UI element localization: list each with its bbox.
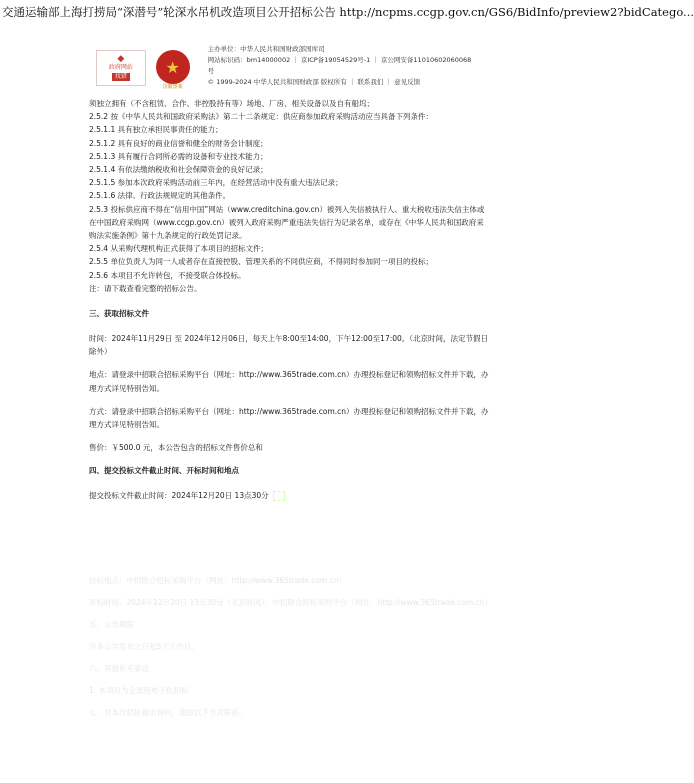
emblem-caption: 国徽图案 <box>162 84 183 90</box>
download-note: 注：请下载查看完整的招标公告。 <box>89 283 202 293</box>
obtain-method: 方式：请登录中招联合招标采购平台（网址：http://www.365trade.com.cn）办理投标登记和领购招标文件并下载，办理方式详见特别告知。 <box>89 406 489 430</box>
credit-requirement-paragraph: 2.5.3 投标供应商不得在“信用中国”网站（www.creditchina.gov.cn）被列入失信被执行人、重大税收违法失信主体或在中国政府采购网（www.ccgp.gov.cn）被列入政府采购严重违法失信行为记录名单，或存在《中华人民共和国政府采购法实施条例》第十九条规定的行政处罚记录。 <box>89 204 485 241</box>
obtain-location: 地点：请登录中招联合招标采购平台（网址：http://www.365trade.com.cn）办理投标登记和领购招标文件并下载，办理方式详见特别告知。 <box>89 370 489 393</box>
faded-line: 七、对本次招标提出询问，请按以下方式联系。 <box>89 708 247 717</box>
site-info <box>208 44 476 88</box>
faded-line: 六、其他补充事宜 <box>89 664 149 673</box>
gov-site-logo[interactable] <box>96 50 146 86</box>
faded-line: 开标时间：2024年12月20日 13点30分（北京时间），中招联合招标采购平台（网址：http://www.365trade.com.cn） <box>89 598 492 607</box>
obtain-time: 时间：2024年11月29日 至 2024年12月06日，每天上午8:00至14:00，下午12:00至17:00。（北京时间，法定节假日除外） <box>89 334 489 357</box>
logo-tag: 找错 <box>112 73 130 81</box>
site-header <box>96 40 476 88</box>
site-info-line: © 1999-2024 中华人民共和国财政部 版权所有 ｜ 联系我们 ｜ 意见反馈 <box>207 78 421 86</box>
page-header-bar: 交通运输部上海打捞局“深潜号”轮深水吊机改造项目公开招标公告 http://ncpms.ccgp.gov.cn/GS6/BidInfo/preview2?bidCatego... <box>2 5 694 19</box>
faded-line: 五、公告期限 <box>89 620 134 629</box>
logo-text: 政府网站 <box>108 64 133 71</box>
submission-deadline <box>89 489 489 502</box>
text-line: 2.5.1.1 具有独立承担民事责任的能力； <box>89 125 223 135</box>
national-emblem <box>146 40 190 90</box>
text-line: 须独立拥有（不含租赁、合作、非控股持有等）场地、厂房、相关设备以及自有船坞； <box>89 99 374 108</box>
site-info-line: 主办单位：中华人民共和国财政部国库司 <box>207 45 325 53</box>
deadline-text: 提交投标文件截止时间：2024年12月20日 13点30分 <box>89 491 269 501</box>
faded-line: 1. 本项目为全流程电子化招标 <box>89 686 189 695</box>
section-4-title: 四、提交投标文件截止时间、开标时间和地点 <box>89 466 239 476</box>
site-info-line: 网站标识码：bm14000002 ｜ 京ICP备19054529号-1 ｜ 京公网安备11010602060068号 <box>207 56 472 75</box>
emblem-icon: ★ <box>156 50 190 84</box>
qr-code-icon <box>273 491 285 501</box>
faded-line: 自本公告发布之日起5个工作日。 <box>89 642 199 651</box>
text-line: 2.5.5 单位负责人为同一人或者存在直接控股、管理关系的不同供应商，不得同时参加同一项目的投标； <box>89 257 433 267</box>
faded-line: 投标地点：中招联合招标采购平台（网址：http://www.365trade.com.cn） <box>89 576 347 585</box>
text-line: 2.5.1.4 有依法缴纳税收和社会保障资金的良好记录； <box>89 165 268 175</box>
text-line: 2.5.4 从采购代理机构正式获得了本项目的招标文件； <box>89 244 268 254</box>
announcement-body <box>89 97 489 503</box>
text-line: 2.5.1.2 具有良好的商业信誉和健全的财务会计制度； <box>89 138 268 148</box>
logo-mark-icon: ◆ <box>117 54 125 64</box>
text-line: 2.5.2 按《中华人民共和国政府采购法》第二十二条规定：供应商参加政府采购活动应当具备下列条件： <box>89 112 433 122</box>
text-line: 2.5.1.6 法律、行政法规规定的其他条件。 <box>89 191 231 201</box>
section-3-title: 三、获取招标文件 <box>89 309 149 319</box>
text-line: 2.5.1.3 具有履行合同所必需的设备和专业技术能力； <box>89 151 268 161</box>
text-line: 2.5.6 本项目不允许转包，不接受联合体投标。 <box>89 270 246 280</box>
faded-content <box>89 570 492 724</box>
text-line: 2.5.1.5 参加本次政府采购活动前三年内，在经营活动中没有重大违法记录； <box>89 178 343 188</box>
document-price: 售价：￥500.0 元，本公告包含的招标文件售价总和 <box>89 443 263 453</box>
